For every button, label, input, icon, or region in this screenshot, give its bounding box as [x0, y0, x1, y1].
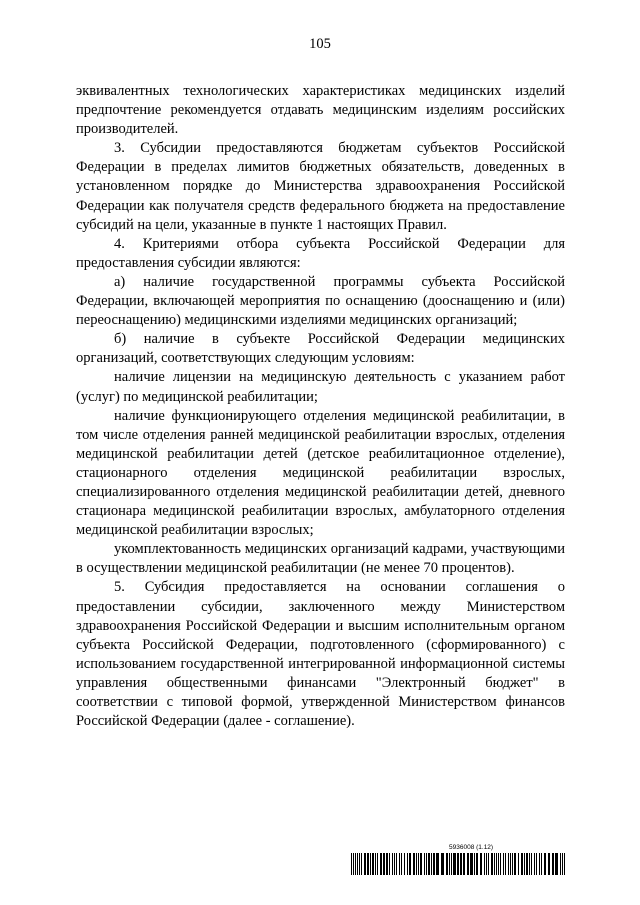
- barcode-image: [351, 853, 565, 875]
- paragraph-item-3: 3. Субсидии предоставляются бюджетам субъектов Российской Федерации в пределах лимитов бюджетных обязательств, доведенных в установленном порядке до Министерства здравоохранения Российской Федерации как получателя средств федерального бюджета на предоставление субсидий на цели, указанные в пункте 1 настоящих Правил.: [76, 140, 565, 233]
- paragraph-subitem-b: б) наличие в субъекте Российской Федерации медицинских организаций, соответствующих следующим условиям:: [76, 331, 565, 367]
- paragraph-subitem-a: а) наличие государственной программы субъекта Российской Федерации, включающей мероприятия по оснащению (дооснащению и (или) переоснащению) медицинскими изделиями медицинских организаций;: [76, 273, 565, 329]
- document-body: [76, 82, 565, 731]
- document-code: 5936008 (1.12): [449, 844, 494, 851]
- paragraph-condition-staffing: укомплектованность медицинских организаций кадрами, участвующими в осуществлении медицинской реабилитации (не менее 70 процентов).: [76, 541, 565, 577]
- paragraph-continuation: эквивалентных технологических характеристиках медицинских изделий предпочтение рекомендуется отдавать медицинским изделиям российских производителей.: [76, 83, 565, 138]
- paragraph-item-5: 5. Субсидия предоставляется на основании соглашения о предоставлении субсидии, заключенного между Министерством здравоохранения Российской Федерации и высшим исполнительным органом субъекта Российской Федерации, подготовленного (сформированного) с использованием государственной интегрированной информационной системы управления общественными финансами "Электронный бюджет" в соответствии с типовой формой, утвержденной Министерством финансов Российской Федерации (далее - соглашение).: [76, 579, 565, 730]
- paragraph-condition-license: наличие лицензии на медицинскую деятельность с указанием работ (услуг) по медицинской реабилитации;: [76, 369, 565, 405]
- paragraph-condition-department: наличие функционирующего отделения медицинской реабилитации, в том числе отделения ранней медицинской реабилитации взрослых, отделения медицинской реабилитации детей (детское реабилитационное отделение), стационарного отделения медицинской реабилитации взрослых, специализированного отделения медицинской реабилитации детей, дневного стационара медицинской реабилитации взрослых, амбулаторного отделения медицинской реабилитации взрослых;: [76, 407, 565, 539]
- paragraph-item-4: 4. Критериями отбора субъекта Российской Федерации для предоставления субсидии являются:: [76, 235, 565, 271]
- page-number: 105: [309, 36, 331, 52]
